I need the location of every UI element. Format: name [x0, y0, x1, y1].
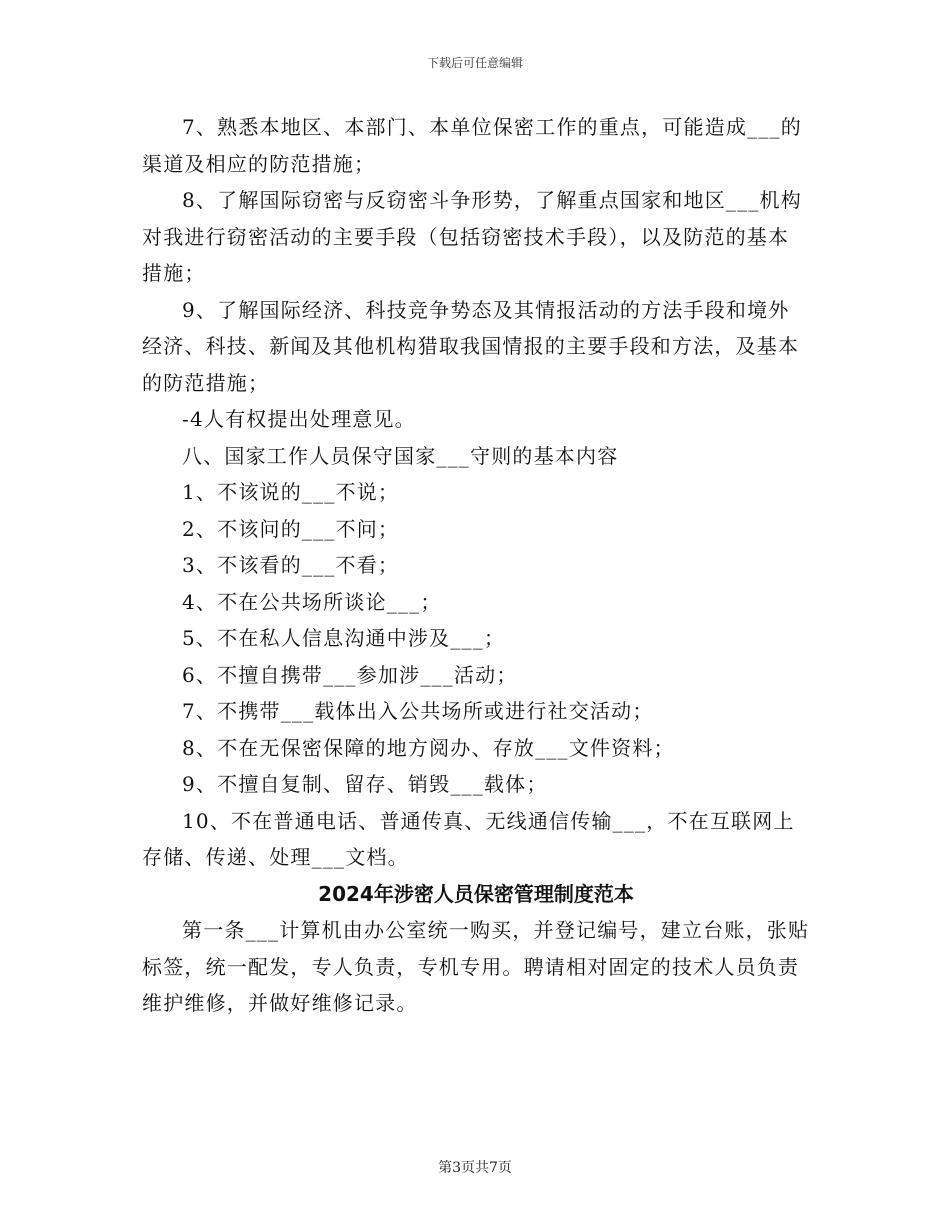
rule-item-4: 4、不在公共场所谈论___；: [182, 589, 442, 614]
rule-item-9: 9、不擅自复制、留存、销毁___载体；: [182, 772, 548, 796]
rule-item-10: 10、不在普通电话、普通传真、无线通信传输___，不在互联网上存储、传递、处理___文档。: [142, 808, 795, 869]
paragraph-heading-8: 八、国家工作人员保守国家___守则的基本内容: [182, 443, 619, 468]
section-title: 2024年涉密人员保密管理制度范本: [318, 881, 634, 906]
page-footer: 第3页共7页: [438, 1160, 512, 1176]
rule-item-2: 2、不该问的___不问；: [182, 516, 400, 541]
paragraph-note: -4人有权提出处理意见。: [182, 407, 416, 431]
article-1: 第一条___计算机由办公室统一购买，并登记编号，建立台账，张贴标签，统一配发，专人负责，专机专用。聘请相对固定的技术人员负责维护维修，并做好维修记录。: [142, 918, 810, 1015]
rule-item-5: 5、不在私人信息沟通中涉及___；: [182, 626, 506, 650]
rule-item-3: 3、不该看的___不看；: [182, 553, 400, 577]
rule-item-8: 8、不在无保密保障的地方阅办、存放___文件资料；: [182, 735, 675, 760]
rule-item-1: 1、不该说的___不说；: [182, 480, 400, 504]
paragraph-item-7: 7、熟悉本地区、本部门、本单位保密工作的重点，可能造成___的渠道及相应的防范措施；: [142, 115, 802, 176]
rule-item-6: 6、不擅自携带___参加涉___活动；: [182, 662, 518, 687]
page-header: 下载后可任意编辑: [426, 56, 523, 70]
rule-item-7: 7、不携带___载体出入公共场所或进行社交活动；: [182, 699, 654, 723]
paragraph-item-8: 8、了解国际窃密与反窃密斗争形势，了解重点国家和地区___机构对我进行窃密活动的主要手段（包括窃密技术手段），以及防范的基本措施；: [142, 188, 802, 285]
paragraph-item-9: 9、了解国际经济、科技竞争势态及其情报活动的方法手段和境外经济、科技、新闻及其他机构猎取我国情报的主要手段和方法，及基本的防范措施；: [142, 297, 800, 395]
document-body: [142, 109, 810, 1022]
